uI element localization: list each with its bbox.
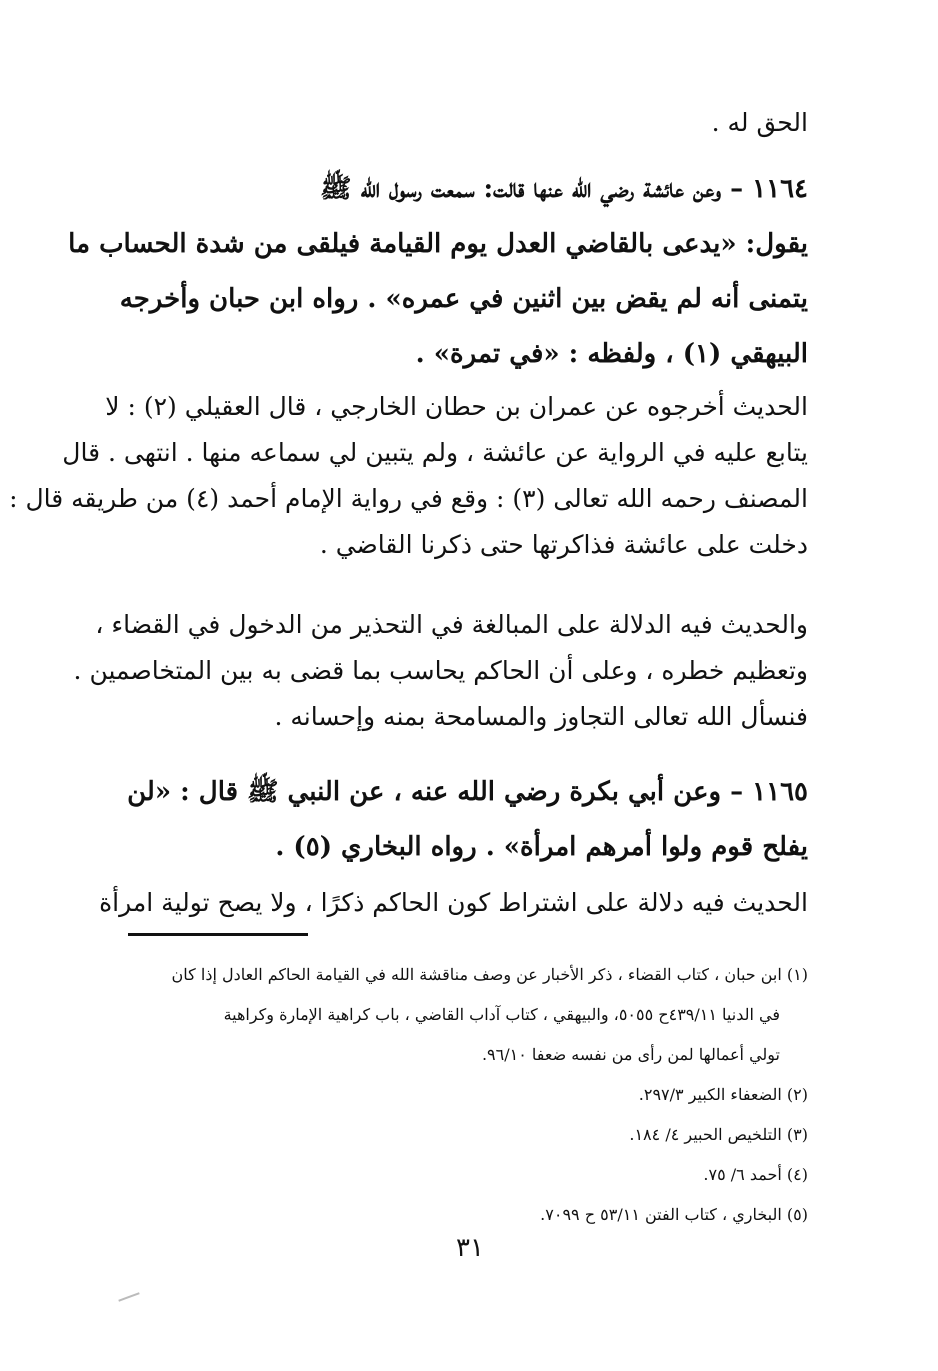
- hadith-1165-line-1: ١١٦٥ – وعن أبي بكرة رضي الله عنه ، عن النبي ﷺ قال : «لن: [127, 777, 808, 807]
- commentary-1-line-1: الحديث أخرجوه عن عمران بن حطان الخارجي ، قال العقيلي (٢) : لا: [105, 392, 808, 421]
- intro-text: الحق له .: [711, 108, 808, 137]
- commentary-2-line-1: والحديث فيه الدلالة على المبالغة في التحذير من الدخول في القضاء ،: [95, 610, 808, 639]
- commentary-1-line-4: دخلت على عائشة فذاكرتها حتى ذكرنا القاضي .: [319, 530, 808, 559]
- commentary-2-line-3: فنسأل الله تعالى التجاوز والمسامحة بمنه وإحسانه .: [274, 702, 808, 731]
- footnote-divider: [128, 933, 308, 936]
- footnote-5: (٥) البخاري ، كتاب الفتن ٥٣/١١ ح ٧٠٩٩.: [540, 1205, 808, 1224]
- footnote-1-line-2: في الدنيا ٤٣٩/١١ح ٥٠٥٥، والبيهقي ، كتاب آداب القاضي ، باب كراهية الإمارة وكراهية: [223, 1005, 780, 1024]
- commentary-1-line-2: يتابع عليه في الرواية عن عائشة ، ولم يتبين لي سماعه منها . انتهى . قال: [62, 438, 808, 467]
- hadith-1164-line-3: يتمنى أنه لم يقض بين اثنين في عمره» . رواه ابن حبان وأخرجه: [119, 284, 808, 314]
- hadith-1164-line-4: البيهقي (١) ، ولفظه : «في تمرة» .: [415, 339, 808, 369]
- footnotes: [128, 955, 808, 1235]
- hadith-1165: [128, 765, 808, 875]
- hadith-1164-line-2: يقول: «يدعى بالقاضي العدل يوم القيامة فيلقى من شدة الحساب ما: [68, 229, 808, 259]
- commentary-1-line-3: المصنف رحمه الله تعالى (٣) : وقع في رواية الإمام أحمد (٤) من طريقه قال :: [9, 484, 808, 513]
- footnote-3: (٣) التلخيص الحبير ٤/ ١٨٤.: [629, 1125, 808, 1144]
- commentary-1: [9, 384, 808, 568]
- footnote-1-line-1: (١) ابن حبان ، كتاب القضاء ، ذكر الأخبار عن وصف مناقشة الله في القيامة الحاكم العادل إذا كان: [171, 965, 808, 984]
- scan-speck: [118, 1292, 139, 1301]
- commentary-2: [73, 602, 808, 740]
- intro-line: [128, 100, 808, 146]
- hadith-1165-line-2: يفلح قوم ولوا أمرهم امرأة» . رواه البخاري (٥) .: [275, 832, 808, 862]
- commentary-2-line-2: وتعظيم خطره ، وعلى أن الحاكم يحاسب بما قضى به بين المتخاصمين .: [73, 656, 808, 685]
- footnote-2: (٢) الضعفاء الكبير ٢٩٧/٣.: [638, 1085, 808, 1104]
- footnote-4: (٤) أحمد ٦/ ٧٥.: [703, 1165, 808, 1184]
- commentary-3-line-1: الحديث فيه دلالة على اشتراط كون الحاكم ذكرًا ، ولا يصح تولية امرأة: [99, 888, 808, 917]
- hadith-1164-line-1: ١١٦٤ – وعن عائشة رضي الله عنها قالت: سمعت رسول الله ﷺ: [320, 174, 808, 204]
- commentary-3: [99, 880, 808, 926]
- page-number: ٣١: [456, 1233, 484, 1263]
- hadith-1164: [68, 162, 808, 382]
- footnote-1-line-3: تولي أعمالها لمن رأى من نفسه ضعفا ٩٦/١٠.: [481, 1045, 780, 1064]
